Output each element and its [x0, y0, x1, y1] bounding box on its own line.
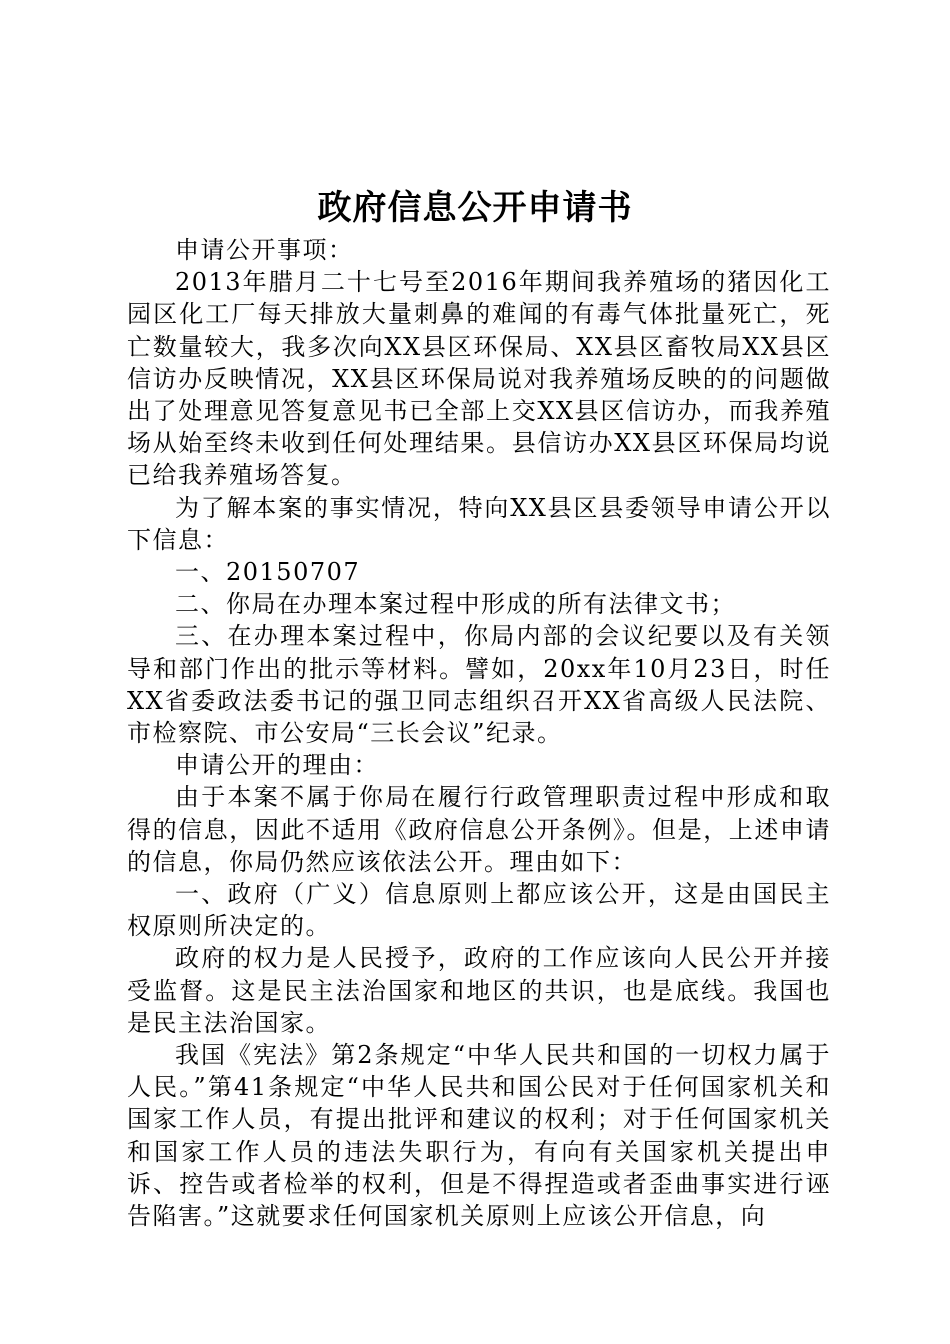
paragraph-reason-1: 一、政府（广义）信息原则上都应该公开，这是由国民主权原则所决定的。: [127, 880, 831, 941]
paragraph-request-intro: 为了解本案的事实情况，特向XX县区县委领导申请公开以下信息：: [127, 493, 831, 554]
paragraph-section-heading: 申请公开事项：: [175, 236, 354, 264]
document-body: [127, 234, 831, 1232]
paragraph-reasons-heading: 申请公开的理由：: [175, 751, 379, 780]
paragraph-constitution: 我国《宪法》第2条规定“中华人民共和国的一切权力属于人民。”第41条规定“中华人民共和国公民对于任何国家机关和国家工作人员，有提出批评和建议的权利；对于任何国家机关和国家工作人员的违法失职行为，有向有关国家机关提出申诉、控告或者检举的权利，但是不得捏造或者歪曲事实进行诬告陷害。”这就要求任何国家机关原则上应该公开信息，向: [127, 1041, 831, 1231]
paragraph-item-2: 二、你局在办理本案过程中形成的所有法律文书；: [175, 590, 736, 619]
paragraph-reasons-intro: 由于本案不属于你局在履行行政管理职责过程中形成和取得的信息，因此不适用《政府信息公开条例》。但是，上述申请的信息，你局仍然应该依法公开。理由如下：: [127, 783, 831, 876]
paragraph-background: 2013年腊月二十七号至2016年期间我养殖场的猪因化工园区化工厂每天排放大量刺鼻的难闻的有毒气体批量死亡，死亡数量较大，我多次向XX县区环保局、XX县区畜牧局XX县区信访办反映情况，XX县区环保局说对我养殖场反映的的问题做出了处理意见答复意见书已全部上交XX县区信访办，而我养殖场从始至终未收到任何处理结果。县信访办XX县区环保局均说已给我养殖场答复。: [127, 268, 831, 490]
paragraph-item-1: 一、20150707: [175, 558, 361, 587]
paragraph-item-3: 三、在办理本案过程中，你局内部的会议纪要以及有关领导和部门作出的批示等材料。譬如，20xx年10月23日，时任XX省委政法委书记的强卫同志组织召开XX省高级人民法院、市检察院、市公安局“三长会议”纪录。: [127, 622, 831, 748]
document-title: 政府信息公开申请书: [317, 188, 633, 228]
paragraph-reason-1-detail: 政府的权力是人民授予，政府的工作应该向人民公开并接受监督。这是民主法治国家和地区的共识，也是底线。我国也是民主法治国家。: [127, 944, 831, 1037]
